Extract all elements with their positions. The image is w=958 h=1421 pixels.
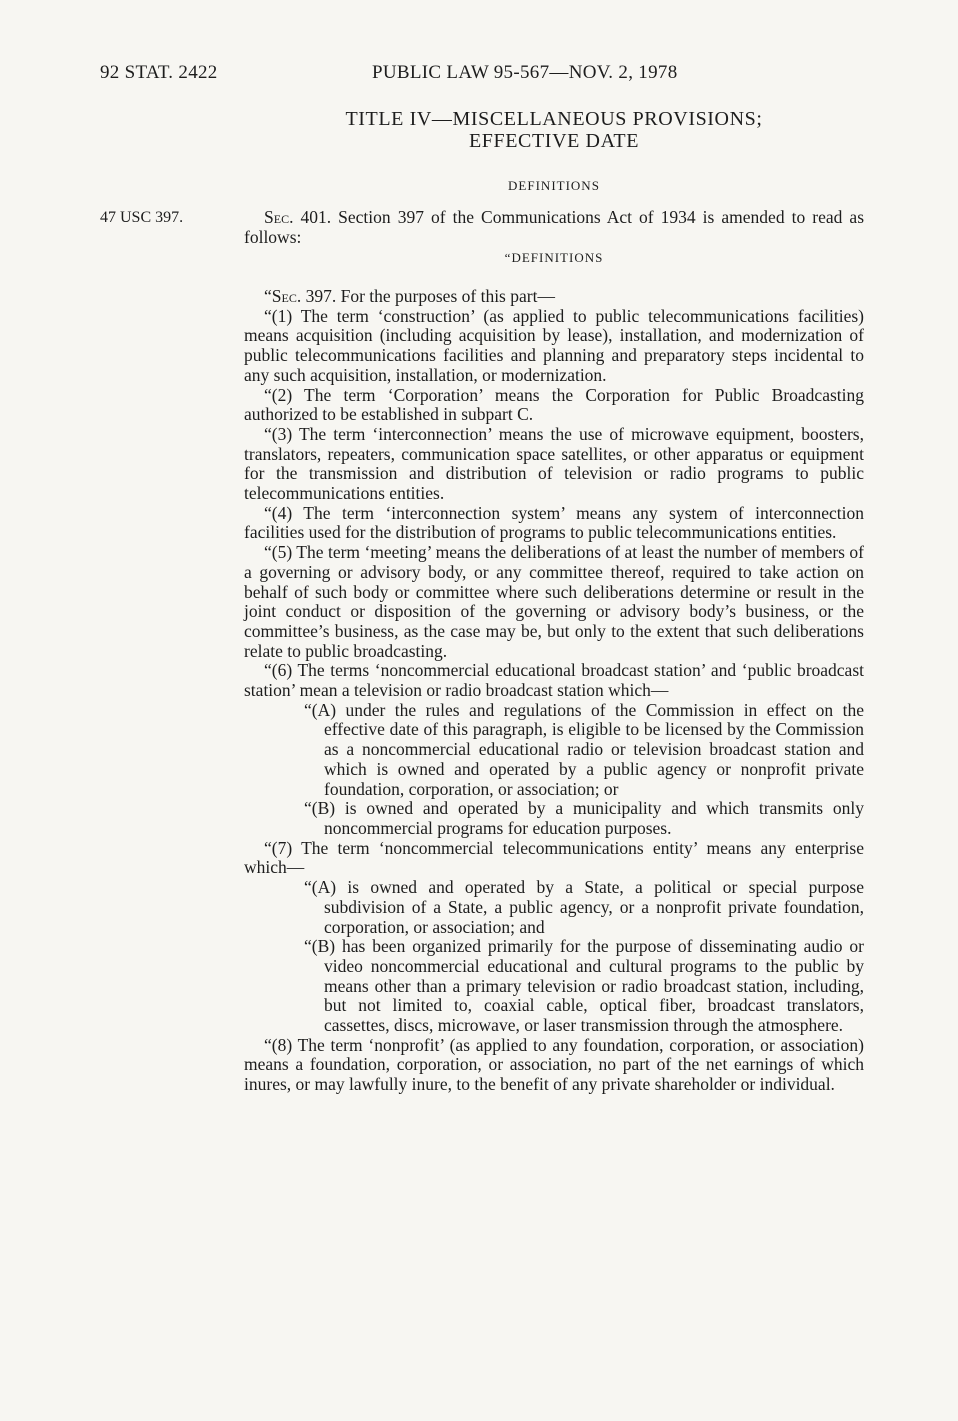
running-header: PUBLIC LAW 95-567—NOV. 2, 1978 (372, 62, 678, 83)
definition-paragraph: “(1) The term ‘construction’ (as applied to public telecommunications facilities) means acquisition (including acquisition by lease), installation, and modernization of public telecommunications facilities and planning and preparatory steps incidental to any such acquisition, installation, or modernization. (244, 305, 864, 385)
subparagraph: “(A) is owned and operated by a State, a political or special purpose subdivision of a State, a public agency, or a nonprofit private foundation, corporation, or association; and (304, 877, 864, 937)
sec-397-intro (244, 287, 864, 307)
definition-paragraph: “(3) The term ‘interconnection’ means the use of microwave equipment, boosters, translators, repeaters, communication space satellites, or other apparatus or equipment for the transmission and distribution of television or radio programs to public telecommunications entities. (244, 423, 864, 504)
sec-397-label: “Sec. 397. (264, 286, 337, 306)
definition-paragraph: “(8) The term ‘nonprofit’ (as applied to any foundation, corporation, or association) means a foundation, corporation, or association, no part of the net earnings of which inures, or may lawfully inure, to the benefit of any private shareholder or individual. (244, 1034, 864, 1095)
section-397-body (244, 287, 864, 1095)
section-401-intro (244, 208, 864, 247)
margin-citation: 47 USC 397. (100, 209, 184, 226)
title-line-1: TITLE IV—MISCELLANEOUS PROVISIONS; (345, 108, 763, 130)
definition-paragraph: “(7) The term ‘noncommercial telecommunications entity’ means any enterprise which— (244, 837, 864, 878)
subparagraph: “(B) is owned and operated by a municipality and which transmits only noncommercial programs for education purposes. (304, 798, 864, 838)
quoted-definitions-heading: “DEFINITIONS (504, 250, 604, 265)
sec-401-paragraph (244, 208, 864, 247)
sec-401-label: Sec. 401. (264, 207, 332, 227)
definition-paragraph: “(6) The terms ‘noncommercial educational broadcast station’ and ‘public broadcast station’ mean a television or radio broadcast station which— (244, 660, 864, 701)
definition-paragraph: “(4) The term ‘interconnection system’ means any system of interconnection facilities used for the distribution of programs to public telecommunications entities. (244, 502, 864, 543)
section-heading: DEFINITIONS (508, 178, 600, 193)
title-line-2: EFFECTIVE DATE (468, 130, 640, 152)
sec-397-intro-text: For the purposes of this part— (336, 286, 555, 306)
definition-paragraph: “(2) The term ‘Corporation’ means the Corporation for Public Broadcasting authorized to be established in subpart C. (244, 384, 864, 425)
sec-401-text: Section 397 of the Communications Act of 1934 is amended to read as follows: (244, 207, 864, 247)
definition-paragraph: “(5) The term ‘meeting’ means the deliberations of at least the number of members of a governing or advisory body, or any committee thereof, required to take action on behalf of such body or committee where such deliberations determine or result in the joint conduct or disposition of the governing or advisory body’s business, or the committee’s business, as the case may be, but only to the extent that such deliberations relate to public broadcasting. (244, 542, 864, 661)
page-number-header: 92 STAT. 2422 (100, 62, 218, 83)
subparagraph: “(B) has been organized primarily for the purpose of disseminating audio or video noncommercial educational and cultural programs to the public by means other than a primary television or radio broadcast station, including, but not limited to, coaxial cable, optical fiber, broadcast translators, cassettes, discs, microwave, or laser transmission through the atmosphere. (304, 936, 864, 1036)
subparagraph: “(A) under the rules and regulations of the Commission in effect on the effective date of this paragraph, is eligible to be licensed by the Commission as a noncommercial educational radio or television broadcast station and which is owned and operated by a public agency or nonprofit private foundation, corporation, or association; or (304, 699, 864, 799)
